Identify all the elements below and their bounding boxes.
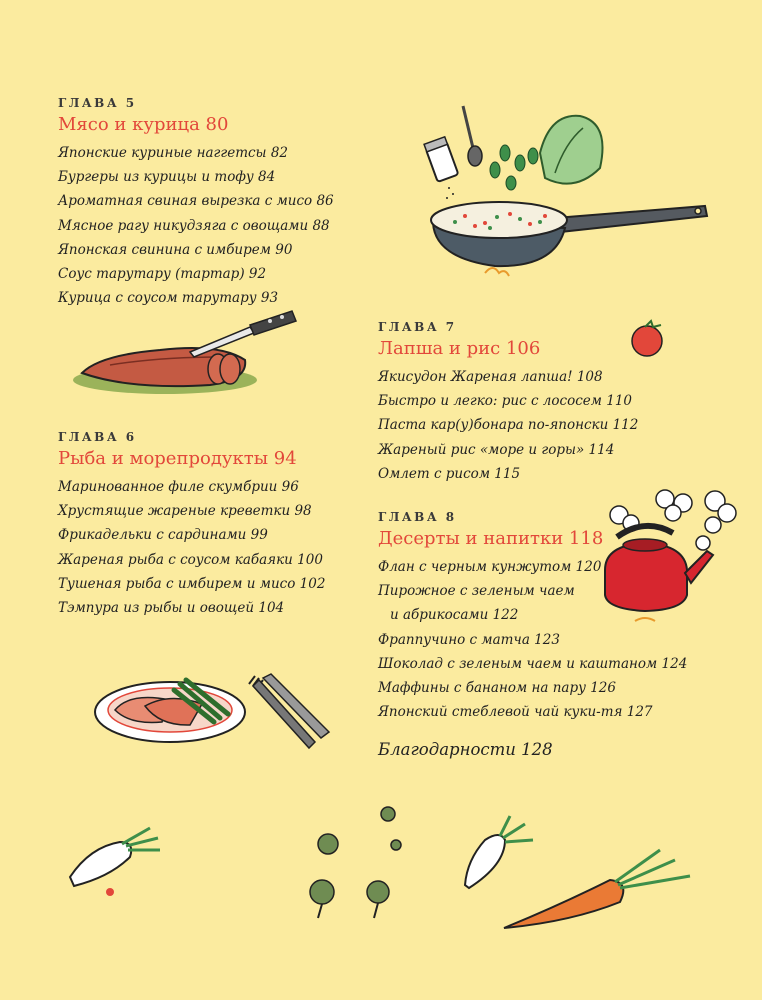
cutting-board-meat-icon — [70, 305, 300, 400]
list-item: Ароматная свиная вырезка с мисо 86 — [58, 193, 334, 210]
list-item: Мясное рагу никудзяга с овощами 88 — [58, 217, 330, 234]
chapter-label: ГЛАВА 7 — [378, 320, 457, 334]
list-item: Фрикадельки с сардинами 99 — [58, 527, 268, 544]
list-item: Шоколад с зеленым чаем и каштаном 124 — [378, 655, 688, 672]
list-item: Якисудон Жареная лапша! 108 — [378, 369, 603, 385]
fork-icon — [245, 672, 335, 752]
list-item: Жареная рыба с соусом кабаяки 100 — [58, 551, 323, 568]
list-item: Японская свинина с имбирем 90 — [58, 241, 293, 258]
artichoke-icon — [300, 800, 410, 930]
daikon-icon — [60, 822, 170, 897]
list-item: Тушеная рыба с имбирем и мисо 102 — [58, 575, 326, 592]
chapter-title: Десерты и напитки 118 — [378, 528, 604, 549]
chapter-label: ГЛАВА 6 — [58, 430, 137, 444]
list-item: Тэмпура из рыбы и овощей 104 — [58, 600, 285, 617]
list-item: Курица с соусом тарутару 93 — [58, 290, 279, 307]
list-item: Пирожное с зеленым чаем — [378, 583, 575, 600]
list-item: Флан с черным кунжутом 120 — [378, 559, 602, 575]
list-item: Фраппучино с матча 123 — [378, 631, 560, 648]
list-item: Японские куриные наггетсы 82 — [58, 145, 289, 161]
chapter-7 — [378, 320, 638, 486]
chapter-title: Мясо и курица 80 — [58, 114, 229, 135]
list-item: Бургеры из курицы и тофу 84 — [58, 169, 276, 186]
list-item: Японский стеблевой чай куки-тя 127 — [378, 704, 653, 721]
list-item: Омлет с рисом 115 — [378, 465, 521, 482]
acknowledgements-entry: Благодарности 128 — [378, 740, 553, 759]
list-item: Паста кар(у)бонара по-японски 112 — [378, 417, 639, 434]
chapter-title: Рыба и морепродукты 94 — [58, 448, 297, 469]
chapter-6 — [58, 430, 325, 620]
chapter-label: ГЛАВА 8 — [378, 510, 457, 524]
list-item: Соус тарутару (тартар) 92 — [58, 266, 267, 283]
list-item: Маффины с бананом на пару 126 — [378, 680, 616, 697]
list-item: Жареный рис «море и горы» 114 — [378, 441, 615, 458]
list-item: Маринованное филе скумбрии 96 — [58, 479, 299, 495]
frying-pan-icon — [415, 98, 715, 288]
chapter-label: ГЛАВА 5 — [58, 96, 137, 110]
list-item: Быстро и легко: рис с лососем 110 — [378, 393, 633, 410]
list-item: Хрустящие жареные креветки 98 — [58, 503, 312, 520]
fish-plate-icon — [90, 670, 255, 750]
list-item: и абрикосами 122 — [390, 607, 519, 624]
chapter-8 — [378, 510, 687, 724]
carrot-icon — [500, 840, 700, 935]
chapter-title: Лапша и рис 106 — [378, 338, 541, 359]
chapter-5 — [58, 96, 334, 310]
